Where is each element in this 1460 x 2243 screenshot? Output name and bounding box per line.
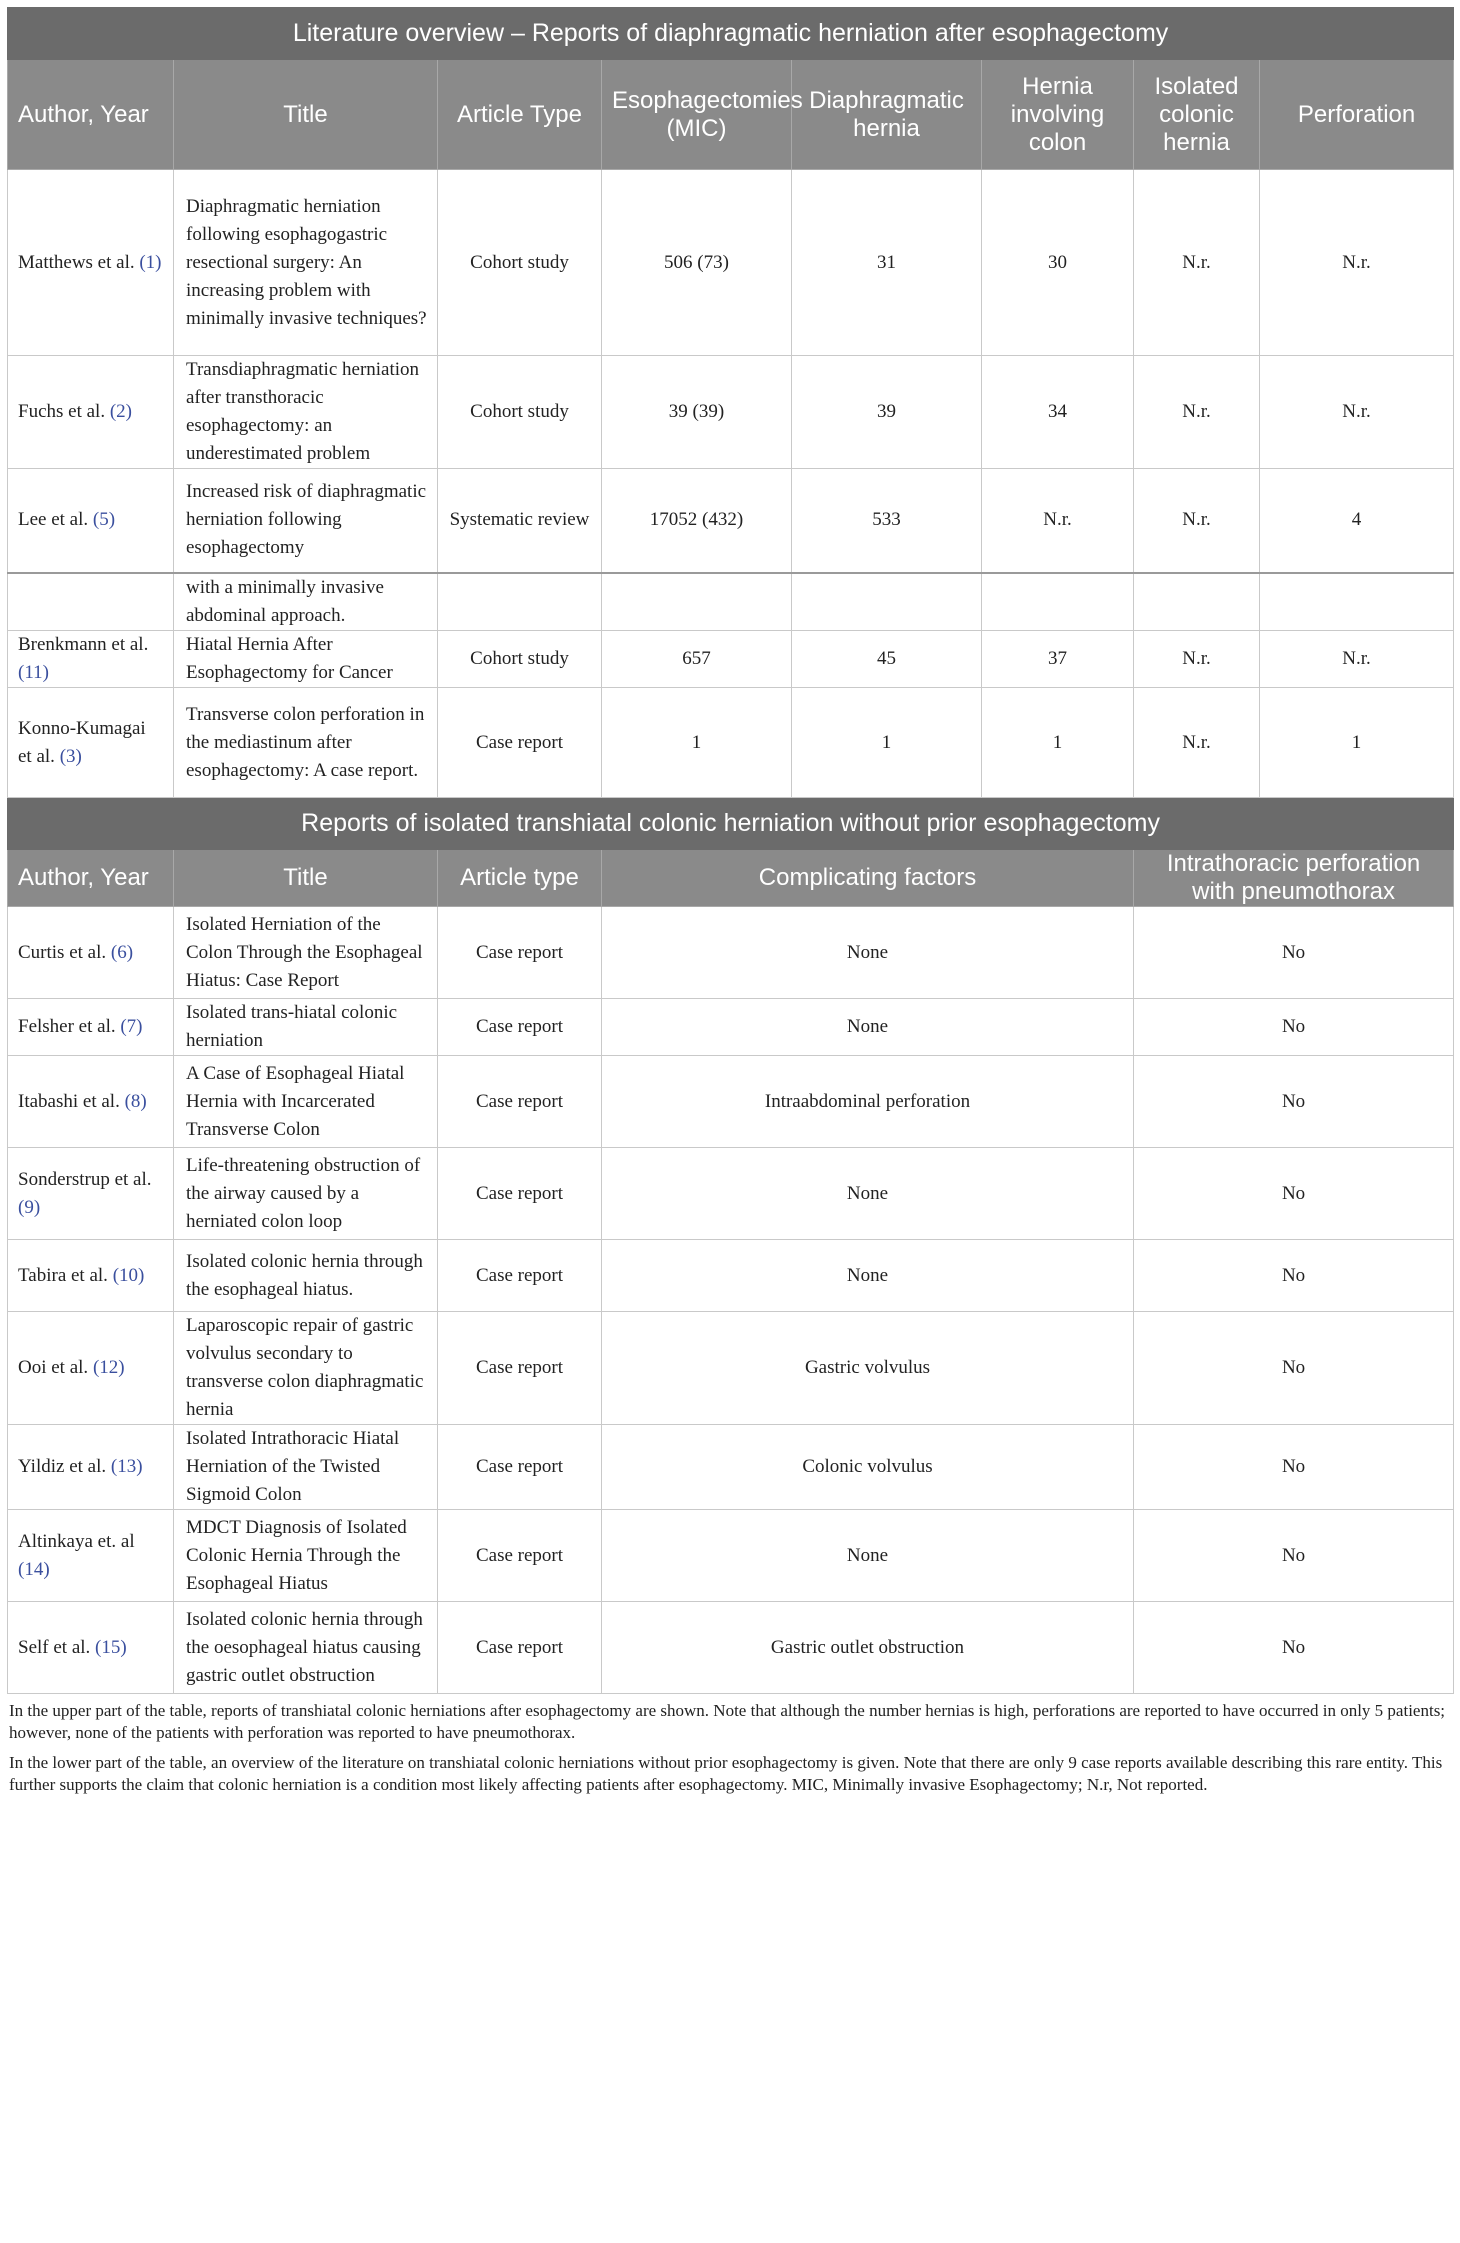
reference-link[interactable]: (1) <box>139 251 162 273</box>
reference-link[interactable]: (6) <box>110 941 134 963</box>
cell-factors: Gastric volvulus <box>602 1312 1134 1425</box>
cell-type: Cohort study <box>438 170 602 356</box>
table-row <box>8 1240 1454 1312</box>
section1-body <box>8 8 1454 798</box>
cell-perf: 1 <box>1260 688 1454 798</box>
reference-link[interactable]: (7) <box>120 1016 143 1037</box>
section1-header-4: Diaphragmatic hernia <box>792 60 982 170</box>
author-name: Matthews et al. <box>18 251 135 273</box>
author-name: Felsher et al. <box>18 1016 116 1037</box>
cell-title: Transdiaphragmatic herniation after transthoracic esophagectomy: an underestimated problem <box>174 356 438 469</box>
cell-perf: No <box>1134 1510 1454 1602</box>
cell-isolated: N.r. <box>1134 170 1260 356</box>
author-cell <box>8 170 174 356</box>
cell-perf: N.r. <box>1260 170 1454 356</box>
reference-link[interactable]: (13) <box>110 1456 143 1477</box>
cell-perf <box>1260 573 1454 631</box>
cell-perf: No <box>1134 1602 1454 1694</box>
table-row <box>8 907 1454 999</box>
cell-title: Isolated trans-hiatal colonic herniation <box>174 999 438 1056</box>
cell-type: Case report <box>438 1510 602 1602</box>
cell-factors: None <box>602 1240 1134 1312</box>
section2-title: Reports of isolated transhiatal colonic herniation without prior esophagectomy <box>8 798 1454 850</box>
author-name: Tabira et al. <box>18 1264 108 1286</box>
table-row <box>8 356 1454 469</box>
author-name: Altinkaya et. al <box>18 1530 135 1552</box>
cell-title: Hiatal Hernia After Esophagectomy for Cancer <box>174 631 438 688</box>
reference-link[interactable]: (12) <box>92 1357 125 1378</box>
section1-header-7: Perforation <box>1260 60 1454 170</box>
cell-colon: 34 <box>982 356 1134 469</box>
author-cell <box>8 999 174 1056</box>
reference-link[interactable]: (14) <box>18 1558 50 1580</box>
cell-type: Case report <box>438 1056 602 1148</box>
reference-link[interactable]: (2) <box>109 401 132 422</box>
cell-isolated: N.r. <box>1134 356 1260 469</box>
section1-header-2: Article Type <box>438 60 602 170</box>
cell-perf: No <box>1134 907 1454 999</box>
section1-header-5: Hernia involving colon <box>982 60 1134 170</box>
reference-link[interactable]: (3) <box>59 745 82 767</box>
cell-title: with a minimally invasive abdominal approach. <box>174 573 438 631</box>
table-row <box>8 573 1454 631</box>
author-cell <box>8 1312 174 1425</box>
section2-header-2: Article type <box>438 850 602 907</box>
cell-colon: 1 <box>982 688 1134 798</box>
cell-perf: No <box>1134 1148 1454 1240</box>
cell-factors: Colonic volvulus <box>602 1425 1134 1510</box>
reference-link[interactable]: (8) <box>124 1090 147 1112</box>
cell-type: Cohort study <box>438 631 602 688</box>
table-row <box>8 469 1454 573</box>
cell-type: Case report <box>438 1425 602 1510</box>
cell-title: Increased risk of diaphragmatic herniation following esophagectomy <box>174 469 438 573</box>
cell-title: Life-threatening obstruction of the airway caused by a herniated colon loop <box>174 1148 438 1240</box>
section2-header-4: Intrathoracic perforation with pneumothorax <box>1134 850 1454 907</box>
footnote-upper: In the upper part of the table, reports of transhiatal colonic herniations after esophagectomy are shown. Note that although the number hernias is high, perforations are reported to have occurred in only 5 patients; however, none of the patients with perforation was reported to have pneumothorax. <box>9 1701 1446 1742</box>
cell-title: MDCT Diagnosis of Isolated Colonic Hernia Through the Esophageal Hiatus <box>174 1510 438 1602</box>
cell-esoph: 506 (73) <box>602 170 792 356</box>
section2-body <box>8 798 1454 1694</box>
section1-header-0: Author, Year <box>8 60 174 170</box>
cell-esoph: 1 <box>602 688 792 798</box>
cell-esoph: 39 (39) <box>602 356 792 469</box>
section1-header-1: Title <box>174 60 438 170</box>
cell-factors: None <box>602 999 1134 1056</box>
section1-header-row <box>8 60 1454 170</box>
author-cell <box>8 1602 174 1694</box>
cell-perf: N.r. <box>1260 356 1454 469</box>
cell-type: Case report <box>438 907 602 999</box>
author-cell <box>8 1425 174 1510</box>
cell-perf: No <box>1134 1056 1454 1148</box>
cell-perf: N.r. <box>1260 631 1454 688</box>
author-cell <box>8 1510 174 1602</box>
table-row <box>8 1425 1454 1510</box>
section1-title: Literature overview – Reports of diaphragmatic herniation after esophagectomy <box>8 8 1454 60</box>
author-name: Konno-Kumagai et al. <box>18 717 146 767</box>
cell-factors: None <box>602 1510 1134 1602</box>
cell-title: Isolated Intrathoracic Hiatal Herniation of the Twisted Sigmoid Colon <box>174 1425 438 1510</box>
cell-factors: None <box>602 907 1134 999</box>
author-cell <box>8 469 174 573</box>
cell-colon <box>982 573 1134 631</box>
author-name: Sonderstrup et al. <box>18 1168 152 1190</box>
literature-table <box>7 7 1454 1694</box>
author-name: Brenkmann et al. <box>18 634 149 655</box>
author-cell <box>8 1056 174 1148</box>
reference-link[interactable]: (5) <box>92 509 116 531</box>
author-cell <box>8 1240 174 1312</box>
section2-header-3: Complicating factors <box>602 850 1134 907</box>
cell-type: Case report <box>438 688 602 798</box>
section2-header-row <box>8 850 1454 907</box>
cell-isolated: N.r. <box>1134 688 1260 798</box>
cell-dh: 45 <box>792 631 982 688</box>
cell-isolated: N.r. <box>1134 469 1260 573</box>
table-row <box>8 1056 1454 1148</box>
cell-type: Case report <box>438 1312 602 1425</box>
reference-link[interactable]: (9) <box>18 1196 41 1218</box>
cell-perf: 4 <box>1260 469 1454 573</box>
table-row <box>8 631 1454 688</box>
footnote-lower: In the lower part of the table, an overview of the literature on transhiatal colonic herniations without prior esophagectomy is given. Note that there are only 9 case reports available describing this rare entity. This further supports the claim that colonic herniation is a condition most likely affecting patients after esophagectomy. MIC, Minimally invasive Esophagectomy; N.r, Not reported. <box>9 1753 1443 1794</box>
cell-colon: N.r. <box>982 469 1134 573</box>
author-cell <box>8 356 174 469</box>
cell-factors: None <box>602 1148 1134 1240</box>
table-row <box>8 1602 1454 1694</box>
cell-title: Transverse colon perforation in the mediastinum after esophagectomy: A case report. <box>174 688 438 798</box>
section2-header-0: Author, Year <box>8 850 174 907</box>
cell-isolated: N.r. <box>1134 631 1260 688</box>
cell-type: Case report <box>438 1602 602 1694</box>
author-name: Lee et al. <box>18 509 89 531</box>
cell-type <box>438 573 602 631</box>
author-name: Ooi et al. <box>18 1357 89 1378</box>
cell-esoph: 17052 (432) <box>602 469 792 573</box>
cell-title: Laparoscopic repair of gastric volvulus secondary to transverse colon diaphragmatic hernia <box>174 1312 438 1425</box>
cell-type: Systematic review <box>438 469 602 573</box>
author-name: Curtis et al. <box>18 941 107 963</box>
cell-perf: No <box>1134 1312 1454 1425</box>
cell-title: Isolated Herniation of the Colon Through the Esophageal Hiatus: Case Report <box>174 907 438 999</box>
cell-colon: 37 <box>982 631 1134 688</box>
author-name: Fuchs et al. <box>18 401 106 422</box>
reference-link[interactable]: (15) <box>95 1636 127 1658</box>
cell-factors: Gastric outlet obstruction <box>602 1602 1134 1694</box>
cell-type: Case report <box>438 1148 602 1240</box>
table-row <box>8 688 1454 798</box>
cell-dh: 533 <box>792 469 982 573</box>
author-cell <box>8 688 174 798</box>
cell-title: A Case of Esophageal Hiatal Hernia with Incarcerated Transverse Colon <box>174 1056 438 1148</box>
author-cell <box>8 631 174 688</box>
table-row <box>8 999 1454 1056</box>
cell-perf: No <box>1134 999 1454 1056</box>
cell-colon: 30 <box>982 170 1134 356</box>
reference-link[interactable]: (11) <box>18 662 49 683</box>
cell-esoph <box>602 573 792 631</box>
cell-title: Isolated colonic hernia through the esophageal hiatus. <box>174 1240 438 1312</box>
reference-link[interactable]: (10) <box>112 1264 145 1286</box>
author-cell <box>8 1148 174 1240</box>
cell-type: Case report <box>438 1240 602 1312</box>
table-row <box>8 1312 1454 1425</box>
section1-header-3: Esophagectomies (MIC) <box>602 60 792 170</box>
cell-dh: 31 <box>792 170 982 356</box>
cell-perf: No <box>1134 1240 1454 1312</box>
author-name: Self et al. <box>18 1636 91 1658</box>
section1-header-6: Isolated colonic hernia <box>1134 60 1260 170</box>
table-row <box>8 170 1454 356</box>
section2-header-1: Title <box>174 850 438 907</box>
cell-title: Isolated colonic hernia through the oesophageal hiatus causing gastric outlet obstruction <box>174 1602 438 1694</box>
cell-isolated <box>1134 573 1260 631</box>
cell-dh: 1 <box>792 688 982 798</box>
cell-type: Case report <box>438 999 602 1056</box>
author-cell <box>8 573 174 631</box>
cell-factors: Intraabdominal perforation <box>602 1056 1134 1148</box>
cell-dh <box>792 573 982 631</box>
literature-table-container <box>7 7 1453 1796</box>
table-footnote <box>7 1694 1453 1796</box>
cell-perf: No <box>1134 1425 1454 1510</box>
cell-dh: 39 <box>792 356 982 469</box>
table-row <box>8 1148 1454 1240</box>
author-name: Yildiz et al. <box>18 1456 107 1477</box>
cell-type: Cohort study <box>438 356 602 469</box>
table-row <box>8 1510 1454 1602</box>
cell-title: Diaphragmatic herniation following esophagogastric resectional surgery: An increasing problem with minimally invasive techniques? <box>174 170 438 356</box>
cell-esoph: 657 <box>602 631 792 688</box>
author-cell <box>8 907 174 999</box>
author-name: Itabashi et al. <box>18 1090 120 1112</box>
